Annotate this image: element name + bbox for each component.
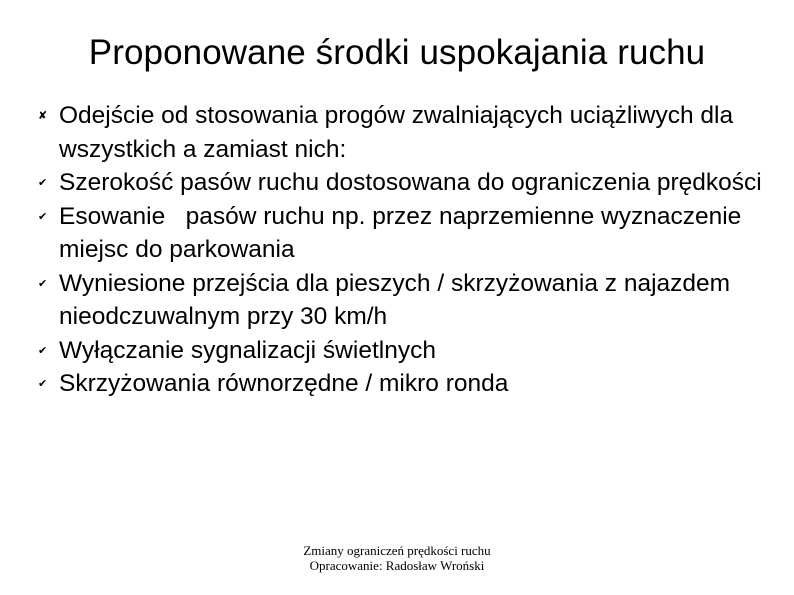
- bullet-text: Wyniesione przejścia dla pieszych / skrzyżowania z najazdem nieodczuwalnym przy 30 km/h: [59, 269, 731, 330]
- cross-mark-icon: ✘: [38, 109, 48, 122]
- check-mark-icon: ✔: [38, 343, 48, 357]
- bullet-text: Skrzyżowania równorzędne / mikro ronda: [59, 370, 509, 397]
- footer-author: Opracowanie: Radosław Wroński: [309, 558, 485, 573]
- bullet-item: [38, 200, 768, 267]
- check-mark-icon: ✔: [38, 176, 48, 189]
- bullet-text: Esowanie pasów ruchu np. przez naprzemienne wyznaczenie miejsc do parkowania: [59, 202, 749, 263]
- bullet-item: [38, 166, 768, 200]
- check-mark-icon: ✔: [38, 276, 48, 290]
- check-mark-icon: ✔: [38, 209, 48, 223]
- bullet-text: Szerokość pasów ruchu dostosowana do ograniczenia prędkości: [59, 169, 762, 196]
- slide-title: Proponowane środki uspokajania ruchu: [88, 33, 706, 72]
- bullet-item: [38, 367, 768, 401]
- bullet-item: [38, 267, 768, 334]
- bullet-item: [38, 334, 768, 368]
- bullet-text: Wyłączanie sygnalizacji świetlnych: [59, 336, 436, 364]
- check-mark-icon: ✔: [38, 377, 48, 390]
- footer-title: Zmiany ograniczeń prędkości ruchu: [303, 543, 491, 558]
- bullet-item: [38, 99, 768, 166]
- bullet-list: [38, 99, 768, 401]
- bullet-text: Odejście od stosowania progów zwalniających uciążliwych dla wszystkich a zamiast nich:: [59, 102, 734, 163]
- slide-footer: [0, 543, 794, 573]
